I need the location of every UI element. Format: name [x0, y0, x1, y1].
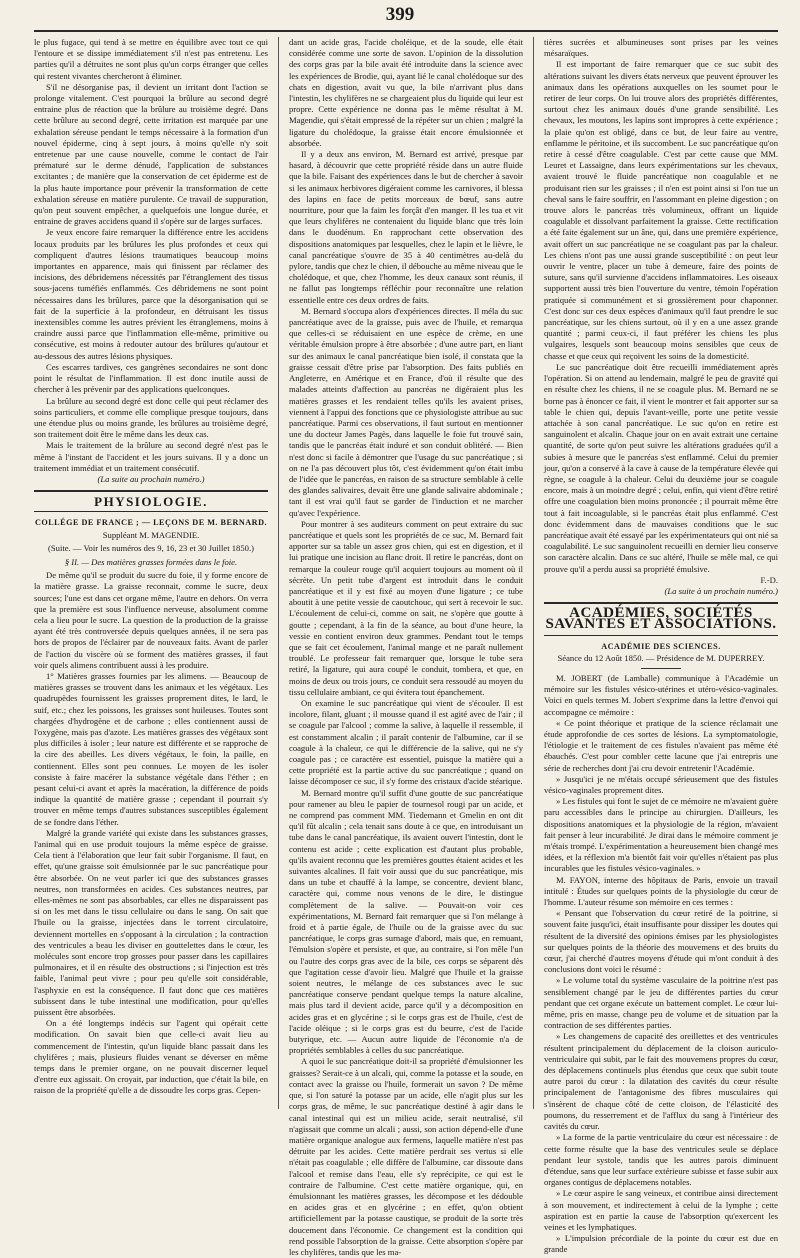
paragraph: dant un acide gras, l'acide choléique, et de la soude, elle était considérée comme une sorte de savon. L'opinion de la dissolution des corps gras par la bile avait été introduite dans la science avec les expériences de Brodie, qui, ayant lié le canal cholédoque sur des chats en digestion, avait vu que, la bile n'arrivant plus dans l'intestin, les chylifères ne se chargeaient plus du liquide qui leur est propre. Cette expérience ne donna pas le même résultat à M. Magendie, qui s'était empressé de la répéter sur un chien ; malgré la ligature du cholédoque, la graisse était encore émulsionnée et absorbée. — [289, 37, 523, 148]
continue-note: (La suite à un prochain numéro.) — [664, 585, 778, 596]
short-rule — [641, 668, 681, 669]
lecture-substitute: Suppléant M. MAGENDIE. — [102, 529, 200, 540]
section-rule — [544, 602, 778, 604]
paragraph: On examine le suc pancréatique qui vient de s'écouler. Il est incolore, filant, gluant ; il mousse quand il est agité avec de l'air ; il se coagule par l'alcool ; comme la salive, à laquelle il ressemble, il est constamment alcalin ; il paraît contenir de l'albumine, car il se coagule à la chaleur, ce qui le différencie de la salive, qui ne s'y coagule pas ; ce caractère est essentiel, puisque la matière qui a cette propriété est la partie active du suc pancréatique ; quand on laisse décomposer ce suc, il s'y forme des cristaux d'acide stéarique. — [289, 697, 523, 787]
section-title-academies: ACADÉMIES, SOCIÉTÉS SAVANTES ET ASSOCIATIONS. — [545, 605, 777, 633]
section-rule — [544, 635, 778, 636]
column-1 — [34, 37, 268, 1109]
paragraph: » Le volume total du système vasculaire de la poitrine n'est pas sensiblement changé par le jeu de différentes parties du cœur pendant que cet organe exécute un battement complet. Le cœur lui-même, pris en masse, change peu de volume et de situation par la contraction de ses différentes parties. — [544, 975, 778, 1031]
paragraph: Il y a deux ans environ, M. Bernard est arrivé, presque par hasard, à découvrir que cette propriété réside dans un autre fluide que la bile. Faisant des expériences dans le but de chercher à savoir si les animaux herbivores digéraient comme les carnivores, il blessa des lapins en face de petits morceaux de bœuf, sans autre nourriture, pour que la faim les forçât d'en manger. Il les tua et vit que leurs chylifères ne contenaient du liquide blanc que très loin dans le duodénum. En rapprochant cette observation des dispositions anatomiques par lesquelles, chez le lapin et le lièvre, le canal pancréatique s'ouvre de 35 à 40 centimètres au-delà du pylore, tandis que chez le chien, il débouche au même niveau que le cholédoque, et que, chez l'homme, les deux canaux sont réunis, il ne fallut pas longtemps réfléchir pour reconnaître une relation essentielle entre ces deux ordres de faits. — [289, 149, 523, 305]
paragraph: M. Bernard montre qu'il suffit d'une goutte de suc pancréatique pour ramener au bleu le papier de tournesol rougi par un acide, et ne comprend pas comment MM. Tiedemann et Gmelin en ont dit qu'il fût alcalin ; cela tenait sans doute à ce que, en introduisant un tube dans le canal pancréatique, ils avaient ouvert l'intestin, dont le contenu est acide ; cette explication est d'autant plus probable, qu'ils avaient reconnu que les premières gouttes étaient acides et les suivantes alcalines. Il fait voir aussi que du suc pancréatique, mis dans un tube et chauffé à la lampe, se concentre, devient blanc, caractère qui, comme nous venons de le dire, le distingue complètement de la salive. — Pouvait-on voir ces expérimentations, M. Bernard fait remarquer que si l'on mélange à froid et à partie égale, de l'huile ou de la graisse avec du suc pancréatique, le corps gras surnage d'abord, mais que, en remuant, l'émulsion s'opère et persiste, et que, au contraire, si l'on mêle l'un ou l'autre des corps gras avec de la bile, ces corps se séparent dès que l'agitation cesse d'avoir lieu. Malgré que l'huile et la graisse soient neutres, le mélange de ces substances avec le suc pancréatique conserve pendant quelque temps la nature alcaline, mais plus tard il devient acide, parce qu'il y a décomposition en acides gras et en glycérine ; si le corps gras est de l'huile, c'est de l'acide oléique ; si le corps gras est du beurre, c'est de l'acide butyrique, etc. — Aucun autre liquide de l'économie n'a de propriétés semblables à celles du suc pancréatique. — [289, 787, 523, 1056]
column-divider — [278, 37, 279, 1109]
header-rule — [34, 30, 778, 32]
paragraph: » Jusqu'ici je ne m'étais occupé sérieusement que des fistules vésico-vaginales proprement dites. — [544, 773, 778, 795]
paragraph: M. FAYON, interne des hôpitaux de Paris, envoie un travail intitulé : Études sur quelques points de la physiologie du cœur de l'homme. L'auteur résume son mémoire en ces termes : — [544, 874, 778, 908]
paragraph: Ces escarres tardives, ces gangrènes secondaires ne sont donc point le résultat de l'inflammation. Il est donc inutile aussi de chercher à les prévenir par des applications quelconques. — [34, 361, 268, 395]
paragraph: M. JOBERT (de Lamballe) communique à l'Académie un mémoire sur les fistules vésico-utérines et utéro-vésico-vaginales. Voici en quels termes M. Jobert s'exprime dans la lettre d'envoi qui accompagne ce mémoire : — [544, 672, 778, 717]
column-3 — [544, 37, 778, 1255]
paragraph: Pour montrer à ses auditeurs comment on peut extraire du suc pancréatique et quels sont les propriétés de ce suc, M. Bernard fait apporter sur sa table un assez gros chien, qui est en digestion, et il lui pratique une incision au flanc droit. Il retire le pancréas, dont on remarque la couleur rouge qu'il acquiert toujours au moment où il sécrète. Un petit tube d'argent est introduit dans le conduit pancréatique et il y est fixé au moyen d'une ligature ; ce tube aboutit à une petite vessie de caoutchouc, qui sert à recevoir le suc. L'écoulement de celui-ci, comme on sait, ne s'opère que goutte à goutte ; cependant, à la fin de la séance, au bout d'une heure, la vessie en contient environ deux grammes. Pendant tout le temps que se fait cet écoulement, l'animal mange et ne paraît nullement troublé. Le professeur fait remarquer que, lorsque le tube sera retiré, la ligature, qui aura coupé le conduit, tombera, et que, en moins de deux ou trois jours, ce conduit sera ressoudé au moyen du tissu cellulaire ambiant, ce qui évitera tout épanchement. — [289, 518, 523, 697]
column-divider — [533, 37, 534, 1109]
column-2 — [289, 37, 523, 1257]
paragraph: » L'impulsion précordiale de la pointe du cœur est due en grande — [544, 1233, 778, 1255]
paragraph: le plus fugace, qui tend à se mettre en équilibre avec tout ce qui l'entoure et se dissipe immédiatement s'il n'est pas entretenu. Les parties qu'il a détruites ne sont plus qu'un corps étranger que celles qui restent vivantes chercheront à éliminer. — [34, 37, 268, 81]
paragraph: Malgré la grande variété qui existe dans les substances grasses, l'animal qui en use produit toujours la même espèce de graisse. Cela tient à l'élaboration que leur fait subir l'organisme. Il faut, en effet, qu'une graisse soit émulsionnée par le suc pancréatique pour être absorbée. On ne veut parler ici que des substances grasses neutres, non transformées en acides. Ces substances neutres, par elles-mêmes ne sont pas absorbables, car elles ne disparaissent pas si on les met dans le tissu cellulaire ou dans le sang. On sait que l'huile ou la graisse, injectées dans le torrent circulatoire, deviennent mortelles en s'opposant à la circulation ; la contraction des ventricules a beau les diviser en gouttelettes dans le cœur, les molécules sont encore trop grosses pour passer dans les capillaires pulmonaires, et il en résulte des obstructions ; si l'injection est très faible, l'animal peut vivre ; pour peu qu'elle soit considérable, l'asphyxie en est la conséquence. Il faut donc que ces matières subissent dans le tube intestinal une modification, pour qu'elles puissent être absorbées. — [34, 827, 268, 1018]
paragraph: » Les changemens de capacité des oreillettes et des ventricules résultent principalement du déplacement de la cloison auriculo-ventriculaire qui subit, par le fait des mouvemens propres du cœur, des déplacemens continuels plus étendus que ceux que subit toute autre paroi du cœur : la dilatation des cavités du cœur résulte principalement de l'antagonisme des fibres musculaires qui s'insèrent de chaque côté de cette cloison, de l'élasticité des poumons, du resserrement et de l'afflux du sang à l'intérieur des cavités du cœur. — [544, 1031, 778, 1132]
academy-heading: ACADÉMIE DES SCIENCES. — [601, 641, 721, 651]
section-rule — [34, 490, 268, 492]
section-rule — [34, 511, 268, 512]
paragraph: On a été longtemps indécis sur l'agent qui opérait cette modification. On savait bien que celle-ci avait lieu au commencement de l'intestin, qu'un liquide blanc passait dans les chylifères ; mais, plusieurs fluides venant se déverser en même temps dans le premier organe, on ne pouvait discerner lequel d'entre eux agissait. On croyait, par induction, que c'était la bile, en raison de la propriété qu'elle a de dissoudre les corps gras. Cepen- — [34, 1018, 268, 1096]
paragraph: Je veux encore faire remarquer la différence entre les accidens locaux produits par les brûlures les plus profondes et ceux qui compliquent d'autres lésions traumatiques beaucoup moins importantes en apparence, mais qui finissent par réclamer des incisions, des débridemens nécessités par l'étranglement des tissus sous-jacens tuméfiés enflammés. Ces débridemens ne sont point nécessaires dans les brûlures, parce que la désorganisation qui se fait de la superficie à la profondeur, en détruisant les tissus inextensibles comme les autres prévient les étranglemens, moins à craindre aussi parce que l'inflammation elle-même, primitive ou consécutive, est moins à redouter autour des brûlures qu'autour et au-dessous des autres lésions physiques. — [34, 227, 268, 361]
lecture-suite-note: (Suite. — Voir les numéros des 9, 16, 23 et 30 Juillet 1850.) — [48, 542, 254, 553]
paragraph: « Ce point théorique et pratique de la science réclamait une étude approfondie de ces sortes de lésions. La symptomatologie, l'étiologie et le traitement de ces fistules n'avaient pas même été ébauchés. C'est pour combler cette lacune que j'ai entrepris une série de recherches dont j'ai cru devoir entretenir l'Académie. — [544, 717, 778, 773]
lecture-heading: COLLÉGE DE FRANCE ; — LEÇONS DE M. BERNARD. — [34, 518, 268, 528]
paragraph: M. Bernard s'occupa alors d'expériences directes. Il méla du suc pancréatique avec de la graisse, puis avec de l'huile, et remarqua que celles-ci se réduisaient en une espèce de crème, en une véritable émulsion propre à être absorbée ; d'une autre part, en liant sur des animaux le canal pancréatique bien isolé, il constata que la graisse cessait d'être prise par l'absorption. Des faits publiés en Angleterre, en Amérique et en France, d'où il résulte que des malades atteints d'affection au pancréas ne digéraient plus les matières grasses et les rendaient telles qu'ils les avaient prises, viennent à l'appui des fonctions que ce physiologiste attribue au suc pancréatique. Parmi ces observations, il faut surtout en mentionner une du docteur James Pagès, dans laquelle le foie fut trouvé sain, tandis que le pancréas était induré et son conduit oblitéré. — Bien n'est donc si facile à démontrer que l'usage du suc pancréatique ; si on ne l'a pas découvert plus tôt, c'est évidemment qu'on était imbu de l'idée que le pancréas, en raison de sa structure semblable à celle des glandes salivaires, devait être une glande salivaire abdominale ; tant il est vrai qu'il faut se garder de l'induction et ne marcher qu'avec l'expérience. — [289, 305, 523, 518]
paragraph: » Le cœur aspire le sang veineux, et contribue ainsi directement à son mouvement, et indirectement à celui de la lymphe ; cette aspiration est en partie la cause de l'absorption qu'exercent les veines et les lymphatiques. — [544, 1188, 778, 1232]
paragraph: tières sucrées et albumineuses sont prises par les veines mésaraïques. — [544, 37, 778, 59]
paragraph: 1° Matières grasses fournies par les alimens. — Beaucoup de matières grasses se trouvent dans les animaux et les végétaux. Les quadrupèdes fournissent les graisses proprement dites, le lard, le suif, etc.; chez les poissons, les graisses sont huileuses. Toutes sont chargées d'hydrogène et de carbone ; elles contiennent aussi de l'oxygène, mais pas d'azote. Les matières grasses des végétaux sont plus difficiles à isoler ; leur nature est différente et se rapproche de la cire des abeilles. Les divers végétaux, le foin, la paille, en contiennent. Elles sont peu connues. Le moyen de les isoler consiste à faire macérer la substance végétale dans l'éther ; en pesant celui-ci avant et après la macération, la différence de poids indique la quantité de matière grasse ; cependant il pourrait s'y trouver en même temps d'autres substances susceptibles également de se fondre dans l'éther. — [34, 670, 268, 827]
paragraph: Il est important de faire remarquer que ce suc subit des altérations suivant les divers états nerveux que peuvent éprouver les animaux dans les opérations auxquelles on les soumet pour le retirer de leur corps. On lui trouve alors des propriétés différentes, surtout chez les animaux doués d'une grande sensibilité. Les chevaux, les moutons, les lapins sont impropres à cette expérience ; la plaie qu'on est obligé, dans ce but, de leur faire au ventre, enflamme le péritoine, et ils succombent. Le suc pancréatique qu'on retire à cessé d'être coagulable. C'est par cette cause que MM. Leuret et Lassaigne, dans leurs expérimentations sur les chevaux, avaient trouvé le fluide pancréatique non coagulable et ne produisant rien sur les graisses ; il n'en est point ainsi si l'on tue un cheval sans le faire souffrir, en l'assommant en pleine digestion ; on trouve alors le pancréas très volumineux, offrant un liquide coagulable et dissolvant parfaitement la graisse. Cette rectification a été faite également sur un âne, qui, dans une première expérience, avait offert un suc pancréatique ne se coagulant pas par la chaleur. Les chiens n'ont pas une aussi grande susceptibilité : on peut leur ouvrir le ventre, placer un tube à demeure, faire des points de suture, sans qu'il survienne d'accidens inflammatoires. Les oiseaux supportent aussi très bien l'ouverture du ventre, témoin l'opération pratiquée si communément et si grossièrement pour chaponner. C'est donc sur ces deux espèces d'animaux qu'il faut prendre le suc pancréatique, sur les chiens surtout, où il y en a une assez grande quantité ; parmi ceux-ci, il faut préférer les chiens les plus vulgaires, lesquels sont beaucoup moins sensibles que ceux de chasse et que ceux qui reçoivent les soins de la domesticité. — [544, 59, 778, 361]
paragraph: A quoi le suc pancréatique doit-il sa propriété d'émulsionner les graisses? Serait-ce à un alcali, qui, comme la potasse et la soude, en contact avec la graisse ou l'huile, formerait un savon ? De même que, si l'on saturé la potasse par un acide, elle n'agit plus sur les corps gras, de même, le suc pancréatique destiné à agir dans le canal intestinal qui est un milieu acide, serait neutralisé, s'il n'agissait que comme un alcali ; aussi, son action dépend-elle d'une matière organique analogue aux fermens, laquelle matière n'est pas détruite par les acides. Cette matière perdrait ses vertus si elle n'était pas coagulable ; elle diffère de l'albumine, car dissoute dans l'alcool et remise dans l'eau, elle s'y reprécipite, ce qui est le contraire de l'albumine. C'est cette matière organique, qui, en émulsionnant les matières grasses, les décompose et les dédouble en acides gras et en glycérine ; en effet, qu'on obtient artificiellement par la potasse caustique, se produit de la sorte très doucement dans l'économie. Ce changement est la condition qui rend possible l'absorption de la graisse. Cette absorption s'opère par les chylifères, tandis que les ma- — [289, 1056, 523, 1257]
paragraph: » La forme de la partie ventriculaire du cœur est nécessaire : de cette forme résulte que la base des ventricules seule se déplace pendant leur systole, tandis que les autres parois diminuent d'étendue, sans que leur surface extérieure subisse et fasse subir aux organes contigus de déplacemens notables. — [544, 1132, 778, 1188]
subsection-title: § II. — Des matières grasses formées dans le foie. — [64, 556, 238, 567]
paragraph: « Pensant que l'observation du cœur retiré de la poitrine, si souvent faite jusqu'ici, était insuffisante pour dissiper les doutes qui résultent de la diversité des opinions émises par les physiologistes sur quelques points de la théorie des mouvemens et des bruits du cœur, j'ai cherché d'autres moyens d'étude qui m'ont conduit à des conclusions dont voici le résumé : — [544, 908, 778, 975]
paragraph: De même qu'il se produit du sucre du foie, il y forme encore de la matière grasse. La graisse reconnait, comme le sucre, deux sources; l'une est dans cet organe même, l'autre en dehors. On verra que la première est sous l'influence nerveuse, absolument comme cela a lieu pour le sucre. La question de la production de la graisse ayant été très controversée depuis quelques années, il ne sera pas hors de propos de l'éclairer par de nouveaux faits. Avant de parler de l'action du viscère où se forment des matières grasses, il faut voir quels alimens contribuent aussi à les produire. — [34, 570, 268, 670]
section-title-physiologie: PHYSIOLOGIE. — [94, 494, 208, 510]
paragraph: Le suc pancréatique doit être recueilli immédiatement après l'opération. Si on attend au lendemain, malgré le peu de gravité qui en résulte chez les chiens, il ne se coagule plus. M. Bernard ne se borne pas à énoncer ce fait, il vient le montrer et fait apporter sur sa table le chien qui, depuis l'avant-veille, porte une petite vessie attachée à son canal pancréatique. Le suc qu'on en retire est sanguinolent et alcalin. Chaque jour on en avait extrait une certaine quantité, de sorte qu'on peut suivre les altérations graduées qu'il a subies à mesure que le pancréas s'est enflammé. Celui du premier jour, qu'on a conservé à la cave à cause de la température élevée qui règne, se coagule à la chaleur. Celui du deuxième jour se coagule encore, mais à un moindre degré ; celui, enfin, qui vient d'être retiré offre une coagulation bien moins prononcée ; il pourrait même être tout à fait incoagulable, si le pancréas était plus enflammé. C'est donc évidemment dans de mauvaises conditions que le suc pancréatique avait été essayé par les expérimentateurs qui ont nié sa coagulabilité. Le suc sanguinolent recueilli en dernier lieu conserve son caractère alcalin. Dans ce suc altéré, l'huile se mêle mal, ce qui prouve qu'il a perdu aussi sa propriété émulsive. — [544, 361, 778, 574]
paragraph: » Les fistules qui font le sujet de ce mémoire ne m'avaient guère paru accessibles dans le principe au chirurgien. D'ailleurs, les dispositions anatomiques et la physiologie de la région, m'avaient fait penser à leur incurabilité. Je dirai dans le mémoire comment je m'étais trompé. L'expérimentation a heureusement bien changé mes idées, et la réflexion m'a bientôt fait voir qu'elles n'étaient pas plus incurables que les fistules vésico-vaginales. » — [544, 796, 778, 874]
article-columns — [34, 37, 778, 1257]
paragraph: La brûlure au second degré est donc celle qui peut réclamer des soins particuliers, et comme elle complique presque toujours, dans une étendue plus ou moins grande, les brûlures au troisième degré, son traitement doit être le même dans les deux cas. — [34, 395, 268, 440]
page-number: 399 — [385, 4, 415, 25]
paragraph: S'il ne désorganise pas, il devient un irritant dont l'action se prolonge vitalement. C'est pourquoi la brûlure au second degré entraine plus de réaction que la brûlure au troisième degré. Dans cette brûlure au second degré, cette irritation est marquée par une exhalation séreuse pendant le temps nécessaire à la formation d'un nouvel épiderme, cinq à sept jours, à moins qu'elle n'y soit entretenue par une cause nouvelle, comme le contact de l'air prématuré sur le derme dénudé, l'application de substances excitantes ; de manière que la conservation de cet épiderme est de la plus haute importance pour prévenir la transformation de cette exhalation séreuse en matière purulente. Ce travail de suppuration, qu'on peut souvent empêcher, a quelquefois une longue durée, et entraine de graves accidens quand il s'opère sur de larges surfaces. — [34, 81, 268, 227]
signature: F.-D. — [760, 574, 778, 585]
paragraph: Mais le traitement de la brûlure au second degré n'est pas le même à l'instant de l'accident et les jours suivans. Il y a donc un traitement immédiat et un traitement consécutif. — [34, 440, 268, 473]
continue-note: (La suite au prochain numéro.) — [97, 473, 205, 484]
session-note: Séance du 12 Août 1850. — Présidence de M. DUPERREY. — [557, 652, 765, 663]
